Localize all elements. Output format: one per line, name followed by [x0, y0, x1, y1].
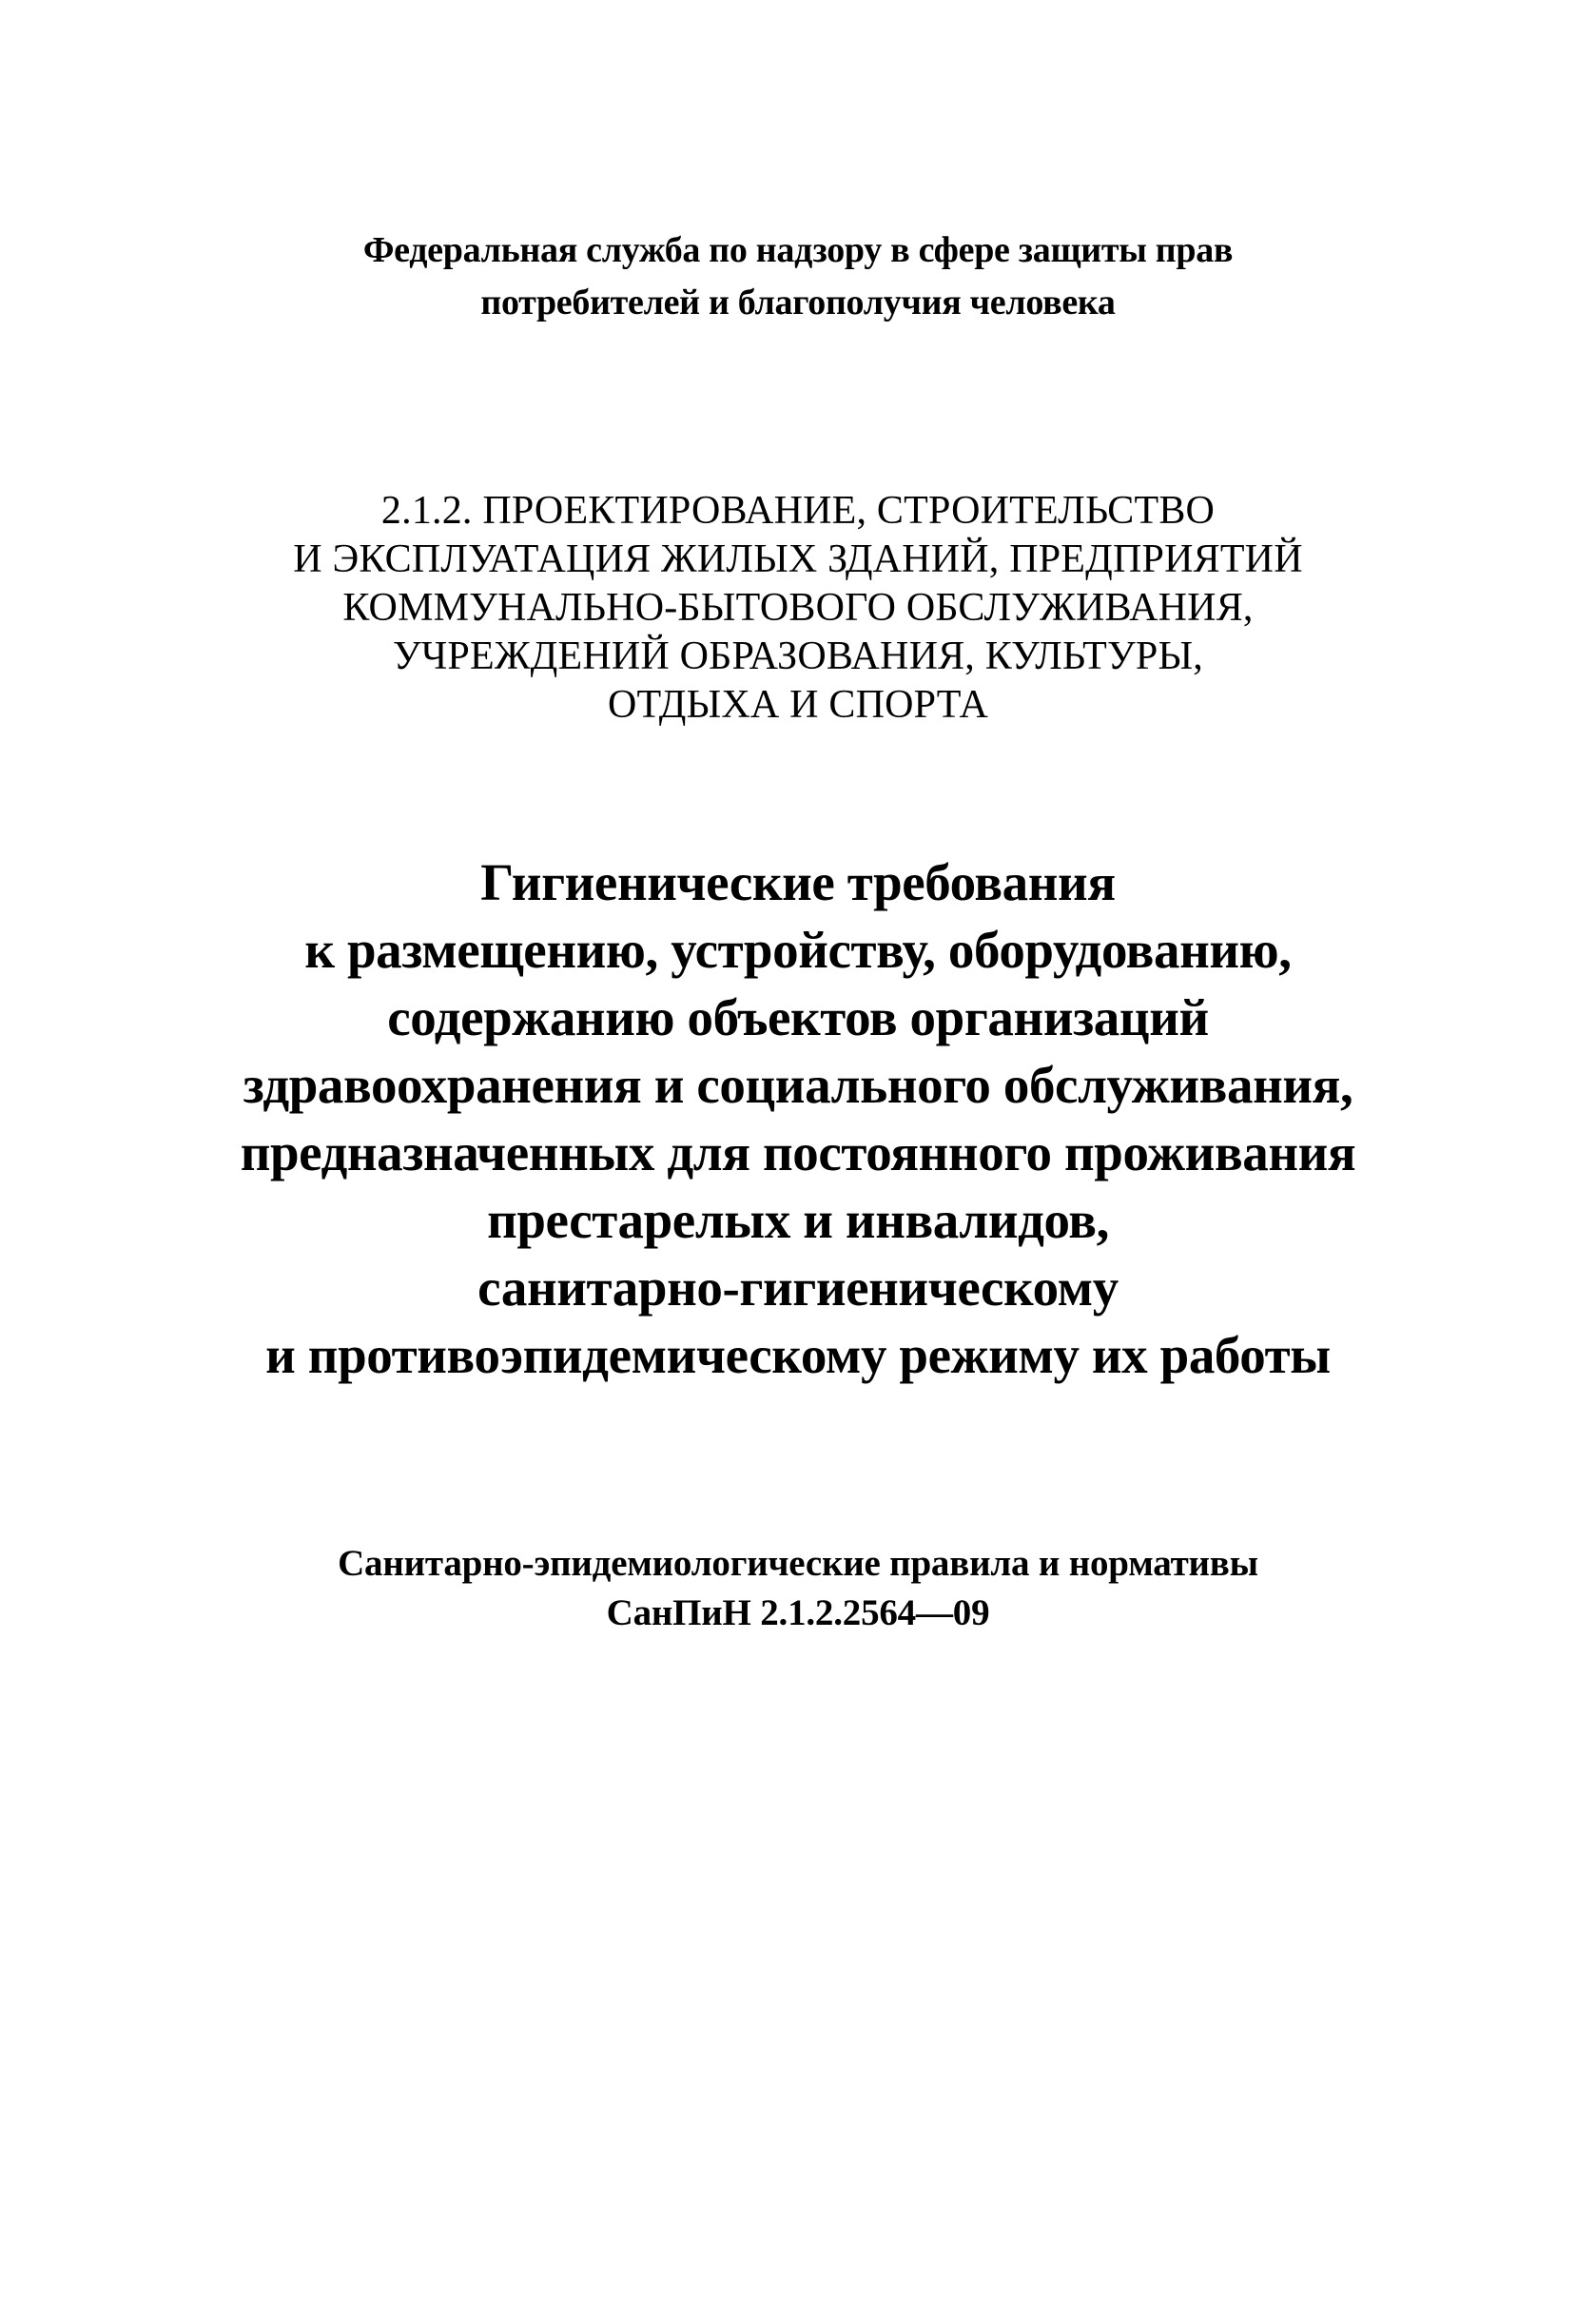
- section-line: ОТДЫХА И СПОРТА: [607, 683, 989, 727]
- agency-line: потребителей и благополучия человека: [480, 283, 1116, 322]
- title-line: санитарно-гигиеническому: [477, 1259, 1119, 1317]
- section-heading: [0, 487, 1596, 730]
- title-line: к размещению, устройству, оборудованию,: [304, 921, 1292, 979]
- rules-line: Санитарно-эпидемиологические правила и нормативы: [338, 1543, 1258, 1584]
- section-line: И ЭКСПЛУАТАЦИЯ ЖИЛЫХ ЗДАНИЙ, ПРЕДПРИЯТИЙ: [293, 537, 1303, 581]
- agency-line: Федеральная служба по надзору в сфере защиты прав: [362, 230, 1234, 270]
- title-line: престарелых и инвалидов,: [487, 1191, 1109, 1249]
- title-line: и противоэпидемическому режиму их работы: [265, 1326, 1331, 1384]
- section-line: КОММУНАЛЬНО-БЫТОВОГО ОБСЛУЖИВАНИЯ,: [342, 586, 1254, 630]
- title-line: Гигиенические требования: [480, 853, 1116, 911]
- section-line: УЧРЕЖДЕНИЙ ОБРАЗОВАНИЯ, КУЛЬТУРЫ,: [392, 634, 1204, 678]
- agency-header: [0, 224, 1596, 329]
- rules-code: СанПиН 2.1.2.2564—09: [606, 1592, 990, 1633]
- rules-designation: [0, 1539, 1596, 1638]
- section-line: 2.1.2. ПРОЕКТИРОВАНИЕ, СТРОИТЕЛЬСТВО: [380, 489, 1216, 533]
- title-line: содержанию объектов организаций: [387, 988, 1209, 1046]
- title-line: здравоохранения и социального обслуживания,: [243, 1056, 1353, 1114]
- title-line: предназначенных для постоянного проживания: [240, 1123, 1356, 1181]
- document-title: [0, 849, 1596, 1389]
